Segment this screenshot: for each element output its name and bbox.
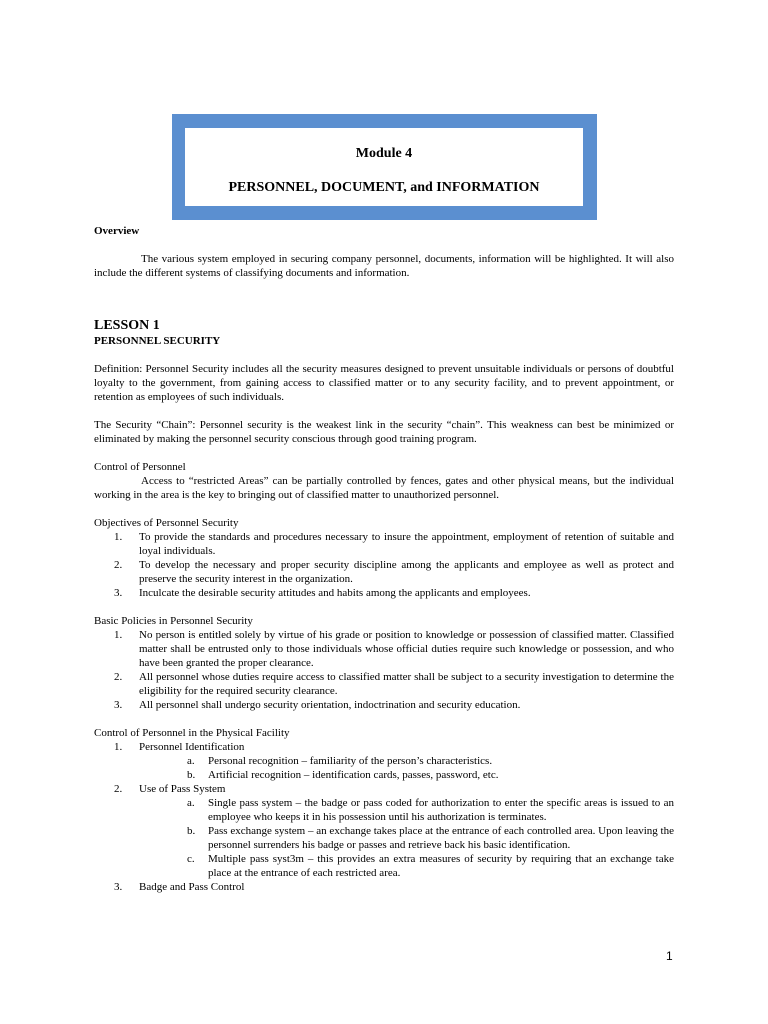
list-letter: a. xyxy=(187,755,195,767)
basic-policies-heading: Basic Policies in Personnel Security xyxy=(94,615,253,627)
physical-facility-heading: Control of Personnel in the Physical Facility xyxy=(94,727,290,739)
list-item-text: All personnel whose duties require access to classified matter shall be subject to a security investigation to determine the eligibility for the required security clearance. xyxy=(139,671,674,697)
module-number: Module 4 xyxy=(355,146,413,161)
control-of-personnel-text: Access to “restricted Areas” can be partially controlled by fences, gates and other physical means, but the individual working in the area is the key to bringing out of classified matter to unauthorized personnel. xyxy=(94,475,674,501)
module-title: PERSONNEL, DOCUMENT, and INFORMATION xyxy=(228,180,540,195)
list-number: 1. xyxy=(114,741,123,753)
list-item xyxy=(94,880,674,894)
list-item-text: To provide the standards and procedures necessary to insure the appointment, employment of retention of suitable and loyal individuals. xyxy=(139,531,674,557)
list-item xyxy=(94,530,674,558)
list-item-text: Use of Pass System xyxy=(139,783,226,795)
sub-list-item xyxy=(94,754,674,768)
list-letter: a. xyxy=(187,797,195,809)
document-body xyxy=(94,224,674,894)
module-title-box xyxy=(172,114,597,220)
sub-list-item-text: Pass exchange system – an exchange takes place at the entrance of each controlled area. Upon leaving the personnel surrenders his badge or passes and retrieve back his basic identification. xyxy=(208,825,674,851)
list-item-text: No person is entitled solely by virtue of his grade or position to knowledge or possession of classified matter. Classified matter shall be entrusted only to those individuals whose official duties require such knowledge or possession, and who have been granted the proper clearance. xyxy=(139,629,674,669)
list-number: 2. xyxy=(114,559,123,571)
list-number: 3. xyxy=(114,699,123,711)
sub-list-item xyxy=(94,768,674,782)
list-item-text: Inculcate the desirable security attitudes and habits among the applicants and employees. xyxy=(139,587,531,599)
list-number: 2. xyxy=(114,671,123,683)
sub-list-item xyxy=(94,852,674,880)
sub-list-item xyxy=(94,824,674,852)
list-item xyxy=(94,740,674,754)
sub-list-item xyxy=(94,796,674,824)
list-number: 3. xyxy=(114,587,123,599)
list-item-text: Personnel Identification xyxy=(139,741,245,753)
list-letter: c. xyxy=(187,853,195,865)
overview-heading: Overview xyxy=(94,225,140,237)
list-number: 1. xyxy=(114,531,123,543)
sub-list-item-text: Personal recognition – familiarity of the person’s characteristics. xyxy=(208,755,493,767)
list-item xyxy=(94,782,674,796)
list-letter: b. xyxy=(187,769,196,781)
security-chain-paragraph: The Security “Chain”: Personnel security is the weakest link in the security “chain”. This weakness can best be minimized or eliminated by making the personnel security conscious through good training program. xyxy=(94,419,674,445)
list-item xyxy=(94,698,674,712)
list-item-text: To develop the necessary and proper security discipline among the applicants and employee as well as protect and preserve the security interest in the organization. xyxy=(139,559,674,585)
list-item xyxy=(94,670,674,698)
control-of-personnel-heading: Control of Personnel xyxy=(94,461,186,473)
list-item-text: Badge and Pass Control xyxy=(139,881,245,893)
lesson-title: LESSON 1 xyxy=(94,318,160,333)
module-title-box-inner xyxy=(185,128,583,206)
list-item-text: All personnel shall undergo security orientation, indoctrination and security education. xyxy=(139,699,521,711)
list-item xyxy=(94,586,674,600)
objectives-heading: Objectives of Personnel Security xyxy=(94,517,239,529)
sub-list-item-text: Single pass system – the badge or pass coded for authorization to enter the specific areas is issued to an employee who keeps it in his possession until his authorization is terminates. xyxy=(208,797,674,823)
list-item xyxy=(94,628,674,670)
page-number: 1 xyxy=(666,949,673,963)
list-number: 1. xyxy=(114,629,123,641)
list-number: 3. xyxy=(114,881,123,893)
lesson-subtitle: PERSONNEL SECURITY xyxy=(94,335,221,347)
list-item xyxy=(94,558,674,586)
overview-text: The various system employed in securing company personnel, documents, information will be highlighted. It will also include the different systems of classifying documents and information. xyxy=(94,253,674,279)
list-letter: b. xyxy=(187,825,196,837)
definition-paragraph: Definition: Personnel Security includes all the security measures designed to prevent unsuitable individuals or persons of doubtful loyalty to the government, from gaining access to classified matter or to any security facility, and to prevent appointment, or retention as employees of such individuals. xyxy=(94,363,674,403)
sub-list-item-text: Multiple pass syst3m – this provides an extra measures of security by requiring that an exchange take place at the entrance of each restricted area. xyxy=(208,853,674,879)
sub-list-item-text: Artificial recognition – identification cards, passes, password, etc. xyxy=(208,769,499,781)
list-number: 2. xyxy=(114,783,123,795)
